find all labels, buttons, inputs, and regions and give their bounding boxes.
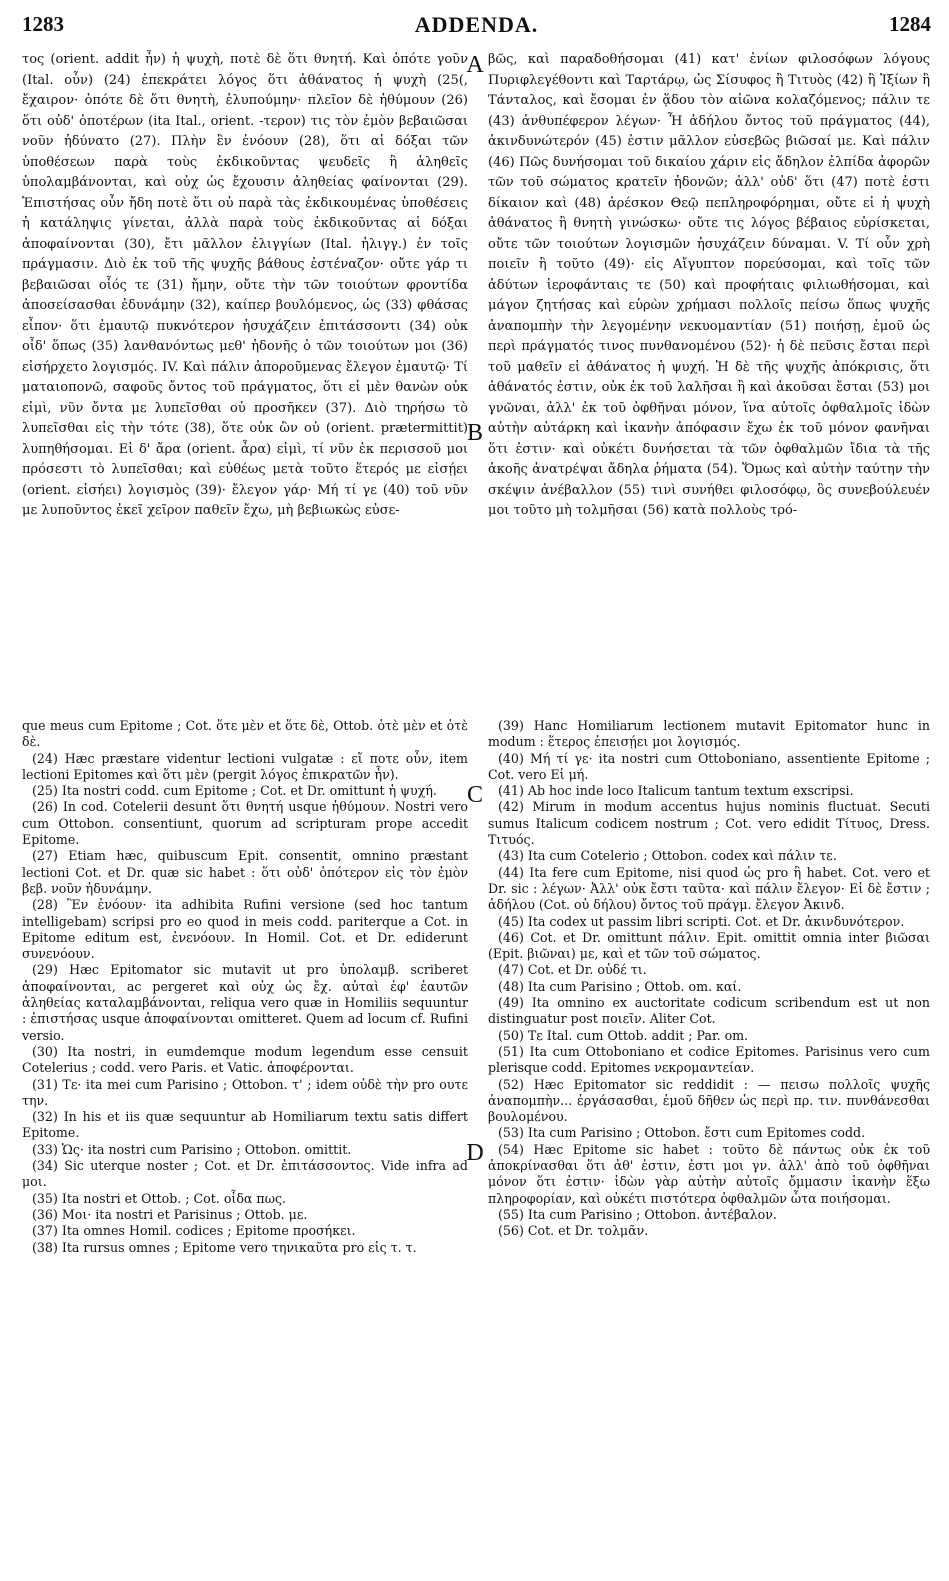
footnote: (28) Ἓν ἐνόουν· ita adhibita Rufini versione (sed hoc tantum intelligebam) scripsi pro eo quod in meis codd. pariterque a Cot. in Epitome editum est, ἐνενόουν. In Homil. Cot. et Dr. ediderunt συνενόουν. — [22, 897, 468, 962]
footnote: (33) Ὡς· ita nostri cum Parisino ; Ottobon. omittit. — [32, 1141, 352, 1157]
right-column-notes — [488, 718, 930, 1573]
footnote: (48) Ita cum Parisino ; Ottob. om. καί. — [498, 978, 742, 994]
footnote: (40) Μή τί γε· ita nostri cum Ottoboniano, assentiente Epitome ; Cot. vero Εἰ μή. — [488, 750, 930, 782]
footnote: (56) Cot. et Dr. τολμᾶν. — [498, 1223, 649, 1239]
left-column-text — [22, 50, 468, 715]
right-body-paragraph: βῶς, καὶ παραδοθήσομαι (41) κατ' ἐνίων φιλοσόφων λόγους Πυριφλεγέθοντι καὶ Ταρτάρῳ, ὡς Σίσυφος ἢ Τιτυὸς (42) ἢ Ἰξίων ἢ Τάνταλος, καὶ ἔσομαι ἐν ᾅδου τὸν αἰῶνα κολαζόμενος; πάλιν τε (43) ἀνθυπέφερον λέγων· Ἦ ἀδήλου ὄντος τοῦ πράγματος (44), ἀκινδυνώτερόν (45) ἐστιν μᾶλλον εὐσεβῶς βιῶσαί με. Καὶ πάλιν (46) Πῶς δυνήσομαι τοῦ δικαίου χάριν εἰς ἄδηλον ἐλπίδα ἀφορῶν τῶν τοῦ σώματος κρατεῖν ἡδονῶν; ἀλλ' οὐδ' ὅτι (47) ποτὲ ἐστι δίκαιον καὶ (48) ἀρέσκον Θεῷ πεπληροφόρημαι, οὔτε εἰ ἡ ψυχὴ ἀθάνατος ἢ θνητὴ γινώσκω· οὔτε τις λόγος βέβαιος εὑρίσκεται, οὔτε τῶν τοιούτων λογισμῶν ἡσυχάζειν δύναμαι. V. Τί οὖν χρὴ ποιεῖν ἢ τοῦτο (49)· εἰς Αἴγυπτον πορεύσομαι, καὶ τοῖς τῶν ἀδύτων ἱεροφάνταις τε (50) καὶ προφήταις φιλιωθήσομαι, καὶ μάγον ζητήσας καὶ εὑρὼν χρήμασι πολλοῖς πείσω ὅπως ψυχῆς ἀναπομπὴν τὴν λεγομένην νεκυομαντίαν (51) ποιήσῃ, ἐμοῦ ὡς περὶ πράγματός τινος πυνθανομένου (52)· ἡ δὲ πεῦσις ἔσται περὶ τοῦ μαθεῖν εἰ ἀθάνατος ἡ ψυχή. Ἡ δὲ τῆς ψυχῆς ἀπόκρισις, ὅτι ἀθάνατός ἐστιν, οὐκ ἐκ τοῦ λαλῆσαι ἢ καὶ ἀκοῦσαι ἔσται (53) μοι γνῶναι, ἀλλ' ἐκ τοῦ ὀφθῆναι μόνον, ἵνα αὐτοῖς ὀφθαλμοῖς ἰδὼν αὐτὴν αὐτάρκη καὶ ἱκανὴν ἀπόφασιν ἔχω ἐκ τοῦ μόνον φανῆναι ὅτι ἐστιν· καὶ οὐκέτι δυνήσεται τὰ τῶν ὀφθαλμῶν ἴδια τὰ τῆς ἀκοῆς ἀνατρέψαι ἄδηλα ῥήματα (54). Ὅμως καὶ αὐτὴν ταύτην τὴν σκέψιν ἀνέβαλλον (55) τινὶ συνήθει φιλοσόφῳ, ὃς συνεβούλευέν μοι τοῦτο μὴ τολμῆσαι (56) κατὰ πολλοὺς τρό- — [488, 52, 930, 518]
left-body-paragraph: τος (orient. addit ἦν) ἡ ψυχὴ, ποτὲ δὲ ὅτι θνητή. Καὶ ὁπότε γοῦν (Ital. οὖν) (24) ἐπεκράτει λόγος ὅτι ἀθάνατος ἡ ψυχὴ (25(, ἔχαιρον· ὁπότε δὲ ὅτι θνητὴ, ἐλυπούμην· πλεῖον δὲ ἠθύμουν (26) ὅτι οὐδ' ὁποτέρων (ita Ital., orient. -τερον) τις τὸν ἐμὸν βεβαιῶσαι νοῦν ἠδύνατο (27). Πλὴν ἓν ἐνόουν (28), ὅτι αἱ δόξαι τῶν ὑποθέσεων παρὰ τοὺς ἐκδικοῦντας ψευδεῖς ἢ ἀληθεῖς ὑπολαμβάνονται, καὶ οὐχ ὡς ἔχουσιν ἀληθείας φαίνονται (29). Ἐπιστήσας οὖν ἤδη ποτὲ ὅτι οὐ παρὰ τὰς ἐκδικουμένας ὑποθέσεις ἡ κατάληψις γίνεται, ἀλλὰ παρὰ τοὺς ἐκδικοῦντας αἱ δόξαι ἀποφαίνονται (30), ἔτι μᾶλλον ἐλιγγίων (Ital. ἠλιγγ.) ἐν τοῖς πράγμασιν. Διὸ ἐκ τοῦ τῆς ψυχῆς βάθους ἐστέναζον· οὔτε γάρ τι βεβαιῶσαι οἷός τε (31) ἤμην, οὔτε τὴν τῶν τοιούτων φροντίδα ἀποσείσασθαι ἐδυνάμην (32), καίπερ βουλόμενος, ὡς (33) φθάσας εἶπον· ὅτι ἐμαυτῷ πυκνότερον ἡσυχάζειν ἐπιτάσσοντι (34) οὐκ οἶδ' ὅπως (35) λανθανόντως μεθ' ἡδονῆς ὁ τῶν τοιούτων μοι (36) εἰσήρχετο λογισμός. IV. Καὶ πάλιν ἀποροῦμενας ἔλεγον ἐμαυτῷ· Τί ματαιοπονῶ, σαφοῦς ὄντος τοῦ πράγματος, ὅτι εἰ μὲν θανὼν οὐκ εἰμὶ, νῦν ὄντα με λυπεῖσθαι οὐ προσῆκεν (37). Διὸ τηρήσω τὸ λυπεῖσθαι εἰς τὴν τότε (38), ὅτε οὐκ ὢν οὐ (orient. prætermittit) λυπηθήσομαι. Εἰ δ' ἄρα (orient. ἆρα) εἰμὶ, τί νῦν ἐκ περισσοῦ μοι πρόσεστι τὸ λυπεῖσθαι; καὶ εὐθέως μετὰ τοῦτο ἕτερός με εἰσῄει (orient. εἰσήει) λογισμὸς (39)· ἔλεγον γάρ· Μή τί γε (40) τοῦ νῦν με λυποῦντος ἐκεῖ χεῖρον παθεῖν ἔχω, μὴ βεβιωκὼς εὐσε- — [22, 52, 468, 518]
footnote: (43) Ita cum Cotelerio ; Ottobon. codex καὶ πάλιν τε. — [498, 848, 837, 864]
footnote: (49) Ita omnino ex auctoritate codicum scribendum est ut non distinguatur post ποιεῖν. Aliter Cot. — [488, 995, 930, 1027]
running-title: ADDENDA. — [414, 12, 539, 37]
footnote: (25) Ita nostri codd. cum Epitome ; Cot. et Dr. omittunt ἡ ψυχή. — [32, 783, 437, 799]
footnote: (31) Τε· ita mei cum Parisino ; Ottobon. τ' ; idem οὐδὲ τὴν pro ουτε την. — [22, 1076, 468, 1108]
margin-marker-b: B — [466, 420, 483, 446]
footnote: (47) Cot. et Dr. οὐδέ τι. — [498, 962, 647, 978]
footnote: (36) Μοι· ita nostri et Parisinus ; Ottob. με. — [32, 1206, 308, 1222]
footnote: (34) Sic uterque noster ; Cot. et Dr. ἐπιτάσσοντος. Vide infra ad μοι. — [22, 1158, 468, 1190]
footnote: (44) Ita fere cum Epitome, nisi quod ὡς pro ἢ habet. Cot. vero et Dr. sic : λέγων· Ἀλλ' οὐκ ἔστι ταῦτα· καὶ πάλιν ἔλεγον· Εἰ δὲ ἔστιν ; ἀδήλου (Cot. οὐ δήλου) ὄντος τοῦ πράγμ. ἔλεγον Ἀκινδ. — [488, 864, 930, 913]
footnote: (45) Ita codex ut passim libri scripti. Cot. et Dr. ἀκινδυνότερον. — [498, 913, 905, 929]
footnote: (26) In cod. Cotelerii desunt ὅτι θνητή usque ἠθύμουν. Nostri vero cum Ottobon. consentiunt, quorum ad scripturam prope accedit Epitome. — [22, 799, 468, 848]
footnote: (54) Hæc Epitome sic habet : τοῦτο δὲ πάντως οὐκ ἐκ τοῦ ἀποκρίνασθαι ὅτι ἀθ' ἐστιν, ἐστι μοι γν. ἀλλ' ἀπὸ τοῦ ὀφθῆναι μόνον ὅτι ἐστιν· ἰδὼν γὰρ αὐτὴν αὐτοῖς ὄμμασιν ἱκανὴν ἕξω πληροφορίαν, καὶ οὐκέτι πιστότερα ὀφθαλμῶν ὦτα ποιήσομαι. — [488, 1141, 930, 1206]
footnote: que meus cum Epitome ; Cot. ὅτε μὲν et ὅτε δὲ, Ottob. ὁτὲ μὲν et ὁτὲ δὲ. — [22, 718, 468, 750]
footnote: (39) Hanc Homiliarum lectionem mutavit Epitomator hunc in modum : ἕτερος ἐπεισῄει μοι λογισμός. — [488, 718, 930, 750]
page-number-right: 1284 — [889, 12, 931, 36]
right-column-text — [488, 50, 930, 715]
page-number-left: 1283 — [22, 12, 64, 36]
margin-marker-a: A — [466, 52, 484, 78]
footnote: (24) Hæc præstare videntur lectioni vulgatæ : εἴ ποτε οὖν, item lectioni Epitomes καὶ ὅτι μὲν (pergit λόγος ἐπικρατῶν ἦν). — [22, 750, 468, 782]
left-column-notes — [22, 718, 468, 1573]
footnote: (42) Mirum in modum accentus hujus nominis fluctuat. Secuti sumus Italicum codicem nostrum ; Cot. vero edidit Τίτυος, Dress. Τιτυός. — [488, 799, 930, 848]
footnote: (30) Ita nostri, in eumdemque modum legendum esse censuit Cotelerius ; codd. vero Paris. et Vatic. ἀποφέρονται. — [22, 1043, 468, 1076]
footnote: (32) In his et iis quæ sequuntur ab Homiliarum textu satis differt Epitome. — [22, 1109, 468, 1141]
footnote: (52) Hæc Epitomator sic reddidit : — πεισω πολλοῖς ψυχῆς ἀναπομπὴν... ἐργάσασθαι, ἐμοῦ δῆθεν ὡς περὶ πρ. τιν. πυνθάνεσθαι βουλομένου. — [488, 1076, 930, 1125]
footnote: (27) Etiam hæc, quibuscum Epit. consentit, omnino præstant lectioni Cot. et Dr. quæ sic habet : ὅτι οὐδ' ὁπότερον εἰς τὸν ἐμὸν βεβ. νοῦν ἠδυνάμην. — [22, 848, 468, 896]
footnote: (41) Ab hoc inde loco Italicum tantum textum exscripsi. — [498, 783, 854, 799]
footnote: (53) Ita cum Parisino ; Ottobon. ἔστι cum Epitomes codd. — [498, 1125, 866, 1141]
footnote: (50) Τε Ital. cum Ottob. addit ; Par. om. — [498, 1027, 749, 1043]
footnote: (29) Hæc Epitomator sic mutavit ut pro ὑπολαμβ. scriberet ἀποφαίνονται, ac pergeret καὶ οὐχ ὡς ἔχ. αὐταὶ ἐφ' ἑαυτῶν ἀληθείας καταλαμβάνονται, reliqua vero quæ in Homiliis sequuntur : ἐπιστήσας usque ἀποφαίνονται omitteret. Quem ad locum cf. Rufini versio. — [22, 962, 468, 1043]
running-header — [22, 8, 931, 44]
footnote: (38) Ita rursus omnes ; Epitome vero τηνικαῦτα pro εἰς τ. τ. — [32, 1239, 417, 1255]
footnote: (55) Ita cum Parisino ; Ottobon. ἀντέβαλον. — [498, 1206, 777, 1222]
footnote: (51) Ita cum Ottoboniano et codice Epitomes. Parisinus vero cum plerisque codd. Epitomes νεκρομαντείαν. — [488, 1043, 930, 1076]
margin-marker-c: C — [466, 782, 483, 808]
margin-marker-d: D — [466, 1140, 484, 1166]
footnote: (46) Cot. et Dr. omittunt πάλιν. Epit. omittit omnia inter βιῶσαι (Epit. βιῶναι) με, καὶ et τῶν τοῦ σώματος. — [488, 929, 930, 962]
footnote: (35) Ita nostri et Ottob. ; Cot. οἶδα πως. — [32, 1190, 287, 1206]
footnote: (37) Ita omnes Homil. codices ; Epitome προσήκει. — [32, 1223, 356, 1239]
